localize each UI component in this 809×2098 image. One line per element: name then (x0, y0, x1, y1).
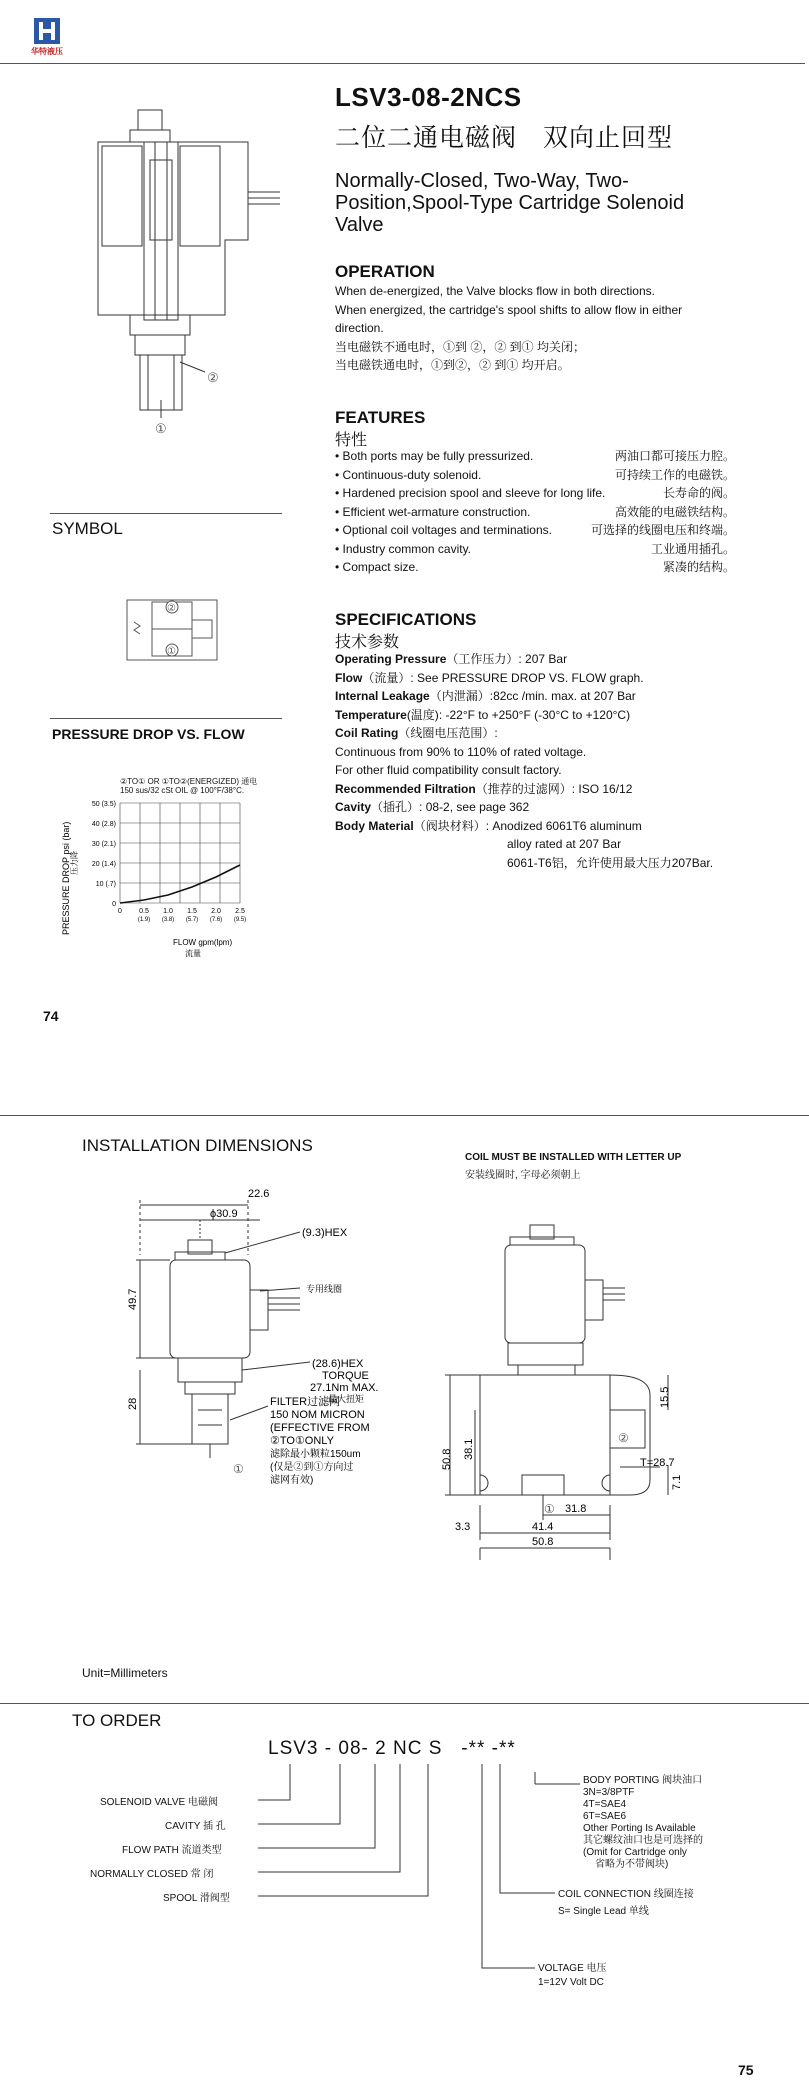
chart-x-tick-label: 0 (118, 908, 122, 915)
graph-heading: PRESSURE DROP VS. FLOW (52, 726, 245, 742)
filter-line-1: FILTER过滤网 (270, 1396, 341, 1408)
coil-label-cn: 专用线圈 (306, 1284, 343, 1294)
chart-x-tick-lpm: (7.6) (209, 917, 223, 923)
voltage-line: 1=12V Volt DC (538, 1977, 604, 1988)
body-porting-line: 省略为不带阀块) (595, 1859, 669, 1870)
spec-row: alloy rated at 207 Bar (507, 837, 622, 851)
chart-y-tick-label: 40 (2.8) (91, 821, 116, 828)
operation-line: 当电磁铁通电时，①到②，② 到① 均开启。 (335, 358, 570, 372)
feature-item (335, 447, 735, 466)
symbol-rule (50, 513, 282, 514)
spec-row: Cavity（插孔）: 08-2, see page 362 (335, 800, 530, 814)
chart-y-tick-label: 10 (.7) (95, 881, 116, 888)
spec-row: Temperature(温度): -22°F to +250°F (-30°C to +120°C) (335, 707, 631, 722)
feature-cn: 长寿命的阀。 (662, 486, 735, 500)
coil-note-cn: 安装线圈时, 字母必须朝上 (465, 1170, 581, 1181)
dim-hex-28-6: (28.6)HEX (312, 1358, 364, 1370)
model-number: LSV3-08-2NCS (335, 82, 522, 112)
chart-x-tick-label: 1.5 (187, 908, 197, 915)
graph-rule (50, 718, 282, 719)
body-porting-title: BODY PORTING 阀块油口 (583, 1775, 703, 1786)
dim-49-7: 49.7 (127, 1288, 139, 1310)
chart-y-tick-label: 50 (3.5) (91, 801, 116, 808)
dim-50-8-horizontal: 50.8 (532, 1536, 554, 1548)
symbol-port2: ② (167, 603, 176, 614)
order-label-flow-path: FLOW PATH 流道类型 (122, 1845, 222, 1856)
dim-7-1: 7.1 (671, 1474, 683, 1490)
dim-15-5: 15.5 (659, 1386, 671, 1408)
order-code (268, 1738, 516, 1760)
dim-28: 28 (127, 1397, 139, 1410)
operation-line: When energized, the cartridge's spool shifts to allow flow in either (335, 302, 683, 317)
operation-line: When de-energized, the Valve blocks flow in both directions. (335, 284, 655, 298)
body-porting-block (583, 1775, 703, 1871)
operation-line: direction. (335, 321, 384, 335)
chart-ticks (92, 801, 246, 923)
port2-marker: ② (207, 370, 219, 385)
coil-connection-title: COIL CONNECTION 线圈连接 (558, 1889, 694, 1900)
drawing-port1-front: ① (544, 1502, 555, 1516)
code-part: ** (498, 1738, 516, 1759)
specs-heading-cn: 技术参数 (335, 634, 400, 651)
logo-text: 华特液压 (31, 47, 63, 56)
spec-row: Internal Leakage（内泄漏）:82cc /min. max. at 207 Bar (335, 689, 636, 703)
drawing-port1: ① (233, 1462, 244, 1476)
chart-x-tick-label: 0.5 (139, 908, 149, 915)
feature-cn: 高效能的电磁铁结构。 (614, 504, 735, 519)
port1-marker: ① (155, 421, 167, 436)
chart-x-tick-label: 2.0 (211, 908, 221, 915)
code-part: 08 (338, 1738, 362, 1759)
symbol-heading: SYMBOL (52, 519, 123, 538)
features-heading-cn: 特性 (335, 432, 368, 449)
chart-ylabel-cn: 压力降 (70, 851, 79, 875)
feature-cn: 工业通用插孔。 (650, 541, 735, 556)
filter-line-4: ②TO①ONLY (270, 1435, 334, 1447)
dim-30-9: ϕ30.9 (210, 1208, 238, 1220)
feature-item (335, 540, 735, 559)
operation-heading: OPERATION (335, 262, 435, 281)
filter-line-2: 150 NOM MICRON (270, 1409, 365, 1421)
drawing-port2: ② (618, 1431, 629, 1445)
chart-y-tick-label: 30 (2.1) (91, 841, 116, 848)
feature-item (335, 466, 735, 485)
header-rule (0, 63, 805, 64)
dim-3-3: 3.3 (455, 1521, 471, 1533)
spec-row: For other fluid compatibility consult factory. (335, 763, 562, 777)
title-cn: 二位二通电磁阀 双向止回型 (335, 124, 674, 152)
spec-row: Recommended Filtration（推荐的过滤网）: ISO 16/12 (335, 781, 633, 796)
chart-grid (120, 803, 240, 903)
order-label-normally-closed: NORMALLY CLOSED 常 闭 (90, 1869, 214, 1880)
spec-row: Coil Rating（线圈电压范围）: (335, 726, 498, 740)
dim-22-6: 22.6 (248, 1188, 270, 1200)
chart-xlabel-cn: 流量 (185, 949, 201, 958)
coil-note: COIL MUST BE INSTALLED WITH LETTER UP (465, 1152, 682, 1163)
coil-connection-line: S= Single Lead 单线 (558, 1906, 649, 1917)
features-list (335, 447, 735, 577)
dim-50-8-vertical: 50.8 (441, 1448, 453, 1470)
symbol-port1: ① (167, 646, 176, 657)
body-porting-line: 其它螺纹油口也是可选择的 (583, 1835, 703, 1846)
specs-list (335, 650, 755, 872)
title-en: Normally-Closed, Two-Way, Two-Position,Spool-Type Cartridge Solenoid Valve (335, 170, 685, 236)
feature-item (335, 521, 735, 540)
spec-row: 6061-T6铝，允许使用最大压力207Bar. (507, 855, 714, 870)
body-porting-line: 3N=3/8PTF (583, 1787, 635, 1798)
features-heading: FEATURES (335, 408, 426, 427)
voltage-title: VOLTAGE 电压 (538, 1963, 607, 1974)
chart-ylabel: PRESSURE DROP psi (bar) (61, 821, 71, 935)
chart-x-tick-lpm: (9.5) (233, 917, 247, 923)
installation-side-drawing (100, 1180, 440, 1550)
dim-hex-9-3: (9.3)HEX (302, 1227, 348, 1239)
feature-item (335, 558, 735, 577)
graph-legend-2: 150 sus/32 cSt OIL @ 100°F/38°C. (120, 786, 245, 795)
filter-line-5: 滤除最小颗粒150um (270, 1449, 361, 1460)
feature-cn: 可选择的线圈电压和终端。 (590, 523, 735, 537)
code-part: - (491, 1738, 499, 1759)
chart-y-tick-label: 20 (1.4) (91, 861, 116, 868)
code-part: - (461, 1738, 469, 1759)
order-label-cavity: CAVITY 插 孔 (165, 1821, 226, 1832)
company-logo (22, 18, 72, 57)
order-heading: TO ORDER (72, 1711, 162, 1730)
page-number-right: 75 (738, 2062, 754, 2078)
feature-cn: 可持续工作的电磁铁。 (614, 467, 735, 482)
order-label-solenoid: SOLENOID VALVE 电磁阀 (100, 1797, 218, 1808)
chart-x-tick-lpm: (5.7) (185, 917, 199, 923)
feature-en: • Continuous-duty solenoid. (335, 467, 482, 482)
chart-x-tick-label: 1.0 (163, 908, 173, 915)
code-part: LSV3 (268, 1738, 319, 1759)
code-part: ** (468, 1738, 486, 1759)
spec-row: Operating Pressure（工作压力）: 207 Bar (335, 652, 568, 666)
cartridge-section-drawing (80, 100, 280, 445)
code-part: - (324, 1738, 333, 1759)
feature-cn: 两油口都可接压力腔。 (614, 449, 735, 463)
order-rule (0, 1703, 809, 1704)
filter-line-3: (EFFECTIVE FROM (270, 1422, 370, 1434)
code-part: 2 (375, 1738, 387, 1759)
pressure-drop-chart (55, 795, 295, 965)
feature-en: • Both ports may be fully pressurized. (335, 449, 534, 463)
dim-38-1: 38.1 (463, 1438, 475, 1460)
coil-connection-block (558, 1886, 694, 1920)
installation-heading: INSTALLATION DIMENSIONS (82, 1136, 313, 1155)
chart-x-tick-lpm: (3.8) (161, 917, 175, 923)
feature-en: • Hardened precision spool and sleeve for long life. (335, 486, 606, 500)
operation-line: 当电磁铁不通电时，①到 ②，② 到① 均关闭； (335, 339, 586, 354)
specs-heading: SPECIFICATIONS (335, 610, 477, 629)
order-label-spool: SPOOL 滑阀型 (163, 1893, 230, 1904)
feature-en: • Compact size. (335, 560, 419, 574)
filter-line-6: (仅是②到①方向过 (270, 1462, 354, 1473)
feature-item (335, 484, 735, 503)
body-porting-line: 4T=SAE4 (583, 1799, 627, 1810)
feature-en: • Industry common cavity. (335, 541, 472, 556)
operation-text (335, 282, 745, 375)
voltage-block (538, 1962, 607, 1990)
feature-en: • Efficient wet-armature construction. (335, 504, 531, 519)
code-part: S (428, 1738, 443, 1759)
chart-x-tick-label: 2.5 (235, 908, 245, 915)
installation-front-drawing (440, 1180, 750, 1590)
feature-item (335, 503, 735, 522)
spec-row: Body Material（阀块材料）: Anodized 6061T6 aluminum (335, 818, 642, 833)
page-number-left: 74 (43, 1008, 59, 1024)
page-divider (0, 1115, 809, 1116)
chart-x-tick-lpm: (1.9) (137, 917, 151, 923)
body-porting-line: 6T=SAE6 (583, 1811, 627, 1822)
feature-cn: 紧凑的结构。 (662, 560, 735, 574)
code-part: - (361, 1738, 369, 1759)
chart-xlabel: FLOW gpm(lpm) (173, 938, 233, 947)
code-part: NC (392, 1738, 423, 1759)
body-porting-line: (Omit for Cartridge only (583, 1847, 687, 1858)
spec-row: Continuous from 90% to 110% of rated voltage. (335, 744, 587, 759)
spec-row: Flow（流量）: See PRESSURE DROP VS. FLOW graph. (335, 670, 644, 685)
torque-label: TORQUE (322, 1370, 369, 1382)
chart-y-tick-label: 0 (112, 901, 116, 908)
valve-symbol (122, 590, 222, 670)
logo-mark-icon (34, 18, 60, 44)
dim-t-28-7: T=28.7 (640, 1457, 675, 1469)
unit-note: Unit=Millimeters (82, 1666, 168, 1680)
body-porting-line: Other Porting Is Available (583, 1823, 696, 1834)
feature-en: • Optional coil voltages and terminations. (335, 523, 552, 537)
torque-value: 27.1Nm MAX. (310, 1382, 379, 1394)
filter-line-7: 滤网有效) (270, 1475, 314, 1486)
dim-41-4: 41.4 (532, 1521, 554, 1533)
dim-31-8: 31.8 (565, 1503, 587, 1515)
graph-legend-1: ②TO① OR ①TO②(ENERGIZED) 通电 (120, 777, 258, 786)
torque-cn: 最大扭矩 (328, 1394, 365, 1404)
